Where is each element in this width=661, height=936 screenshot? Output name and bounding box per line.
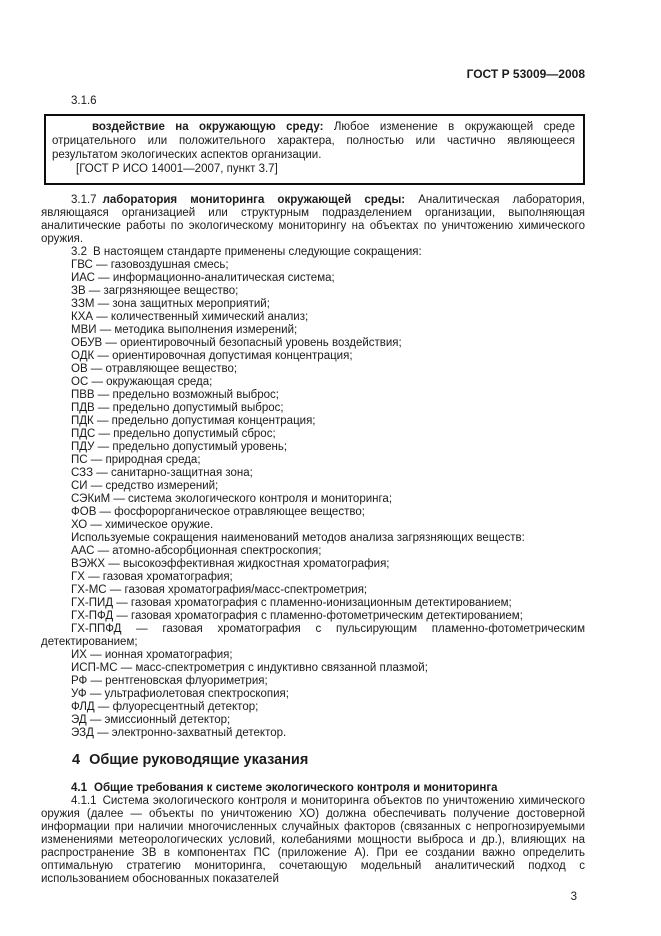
abbreviation-item: ГВС — газовоздушная смесь; xyxy=(71,259,229,271)
abbreviation-item: ПДУ — предельно допустимый уровень; xyxy=(71,441,288,453)
page-number: 3 xyxy=(570,891,577,903)
clause-4-1-1-number: 4.1.1 xyxy=(71,795,97,807)
abbreviation-item: ОВ — отравляющее вещество; xyxy=(71,363,238,375)
abbreviation-item: МВИ — методика выполнения измерений; xyxy=(71,324,298,336)
abbreviation-item: ГХ-ПФД — газовая хроматография с пламенно-фотометрическим детектированием; xyxy=(71,610,523,622)
abbreviation-item: ИСП-МС — масс-спектрометрия с индуктивно связанной плазмой; xyxy=(71,662,428,674)
definition-paragraph xyxy=(52,120,575,162)
abbreviation-item: ГХ — газовая хроматография; xyxy=(71,571,233,583)
abbreviation-item: ФЛД — флуоресцентный детектор; xyxy=(71,701,259,713)
clause-3-2-number: 3.2 xyxy=(71,246,87,258)
clause-3-1-6-number: 3.1.6 xyxy=(71,95,97,107)
clause-4-1-1-text: Система экологического контроля и мониторинга объектов по уничтожению химического оружия (далее — объекты по уничтожению ХО) должна обеспечивать получение достоверной информации при наличии многочисленных случайных факторов (связанных с непрогнозируемыми изменениями метеорологических условий, колебаниями мощности выброса и др.), влияющих на распространение ЗВ в компонентах ПС (приложение А). При ее создании важно определить оптимальную стратегию мониторинга, сочетающую модельный аналитический подход с использованием обоснованных показателей xyxy=(41,795,585,885)
section-4-1-title: Общие требования к системе экологического контроля и мониторинга xyxy=(94,782,498,794)
section-4-number: 4 xyxy=(72,752,81,768)
abbreviation-item: ЭД — эмиссионный детектор; xyxy=(71,714,231,726)
definition-text: Любое изменение в окружающей среде отрицательного или положительного характера, полностью или частично являющееся результатом экологических аспектов организации. xyxy=(52,121,575,161)
abbreviation-item: СЭКиМ — система экологического контроля и мониторинга; xyxy=(71,493,393,505)
abbreviation-item: ГХ-МС — газовая хроматография/масс-спектрометрия; xyxy=(71,584,368,596)
abbreviation-item: УФ — ультрафиолетовая спектроскопия; xyxy=(71,688,289,700)
abbreviation-item: ВЭЖХ — высокоэффективная жидкостная хроматография; xyxy=(71,558,390,570)
abbreviation-item: ПДС — предельно допустимый сброс; xyxy=(71,428,276,440)
abbreviation-item: СЗЗ — санитарно-защитная зона; xyxy=(71,467,253,479)
abbreviation-item: ААС — атомно-абсорбционная спектроскопия; xyxy=(71,545,322,557)
abbreviation-item: ИАС — информационно-аналитическая система; xyxy=(71,272,335,284)
abbreviation-item: ЗВ — загрязняющее вещество; xyxy=(71,285,239,297)
section-4-heading xyxy=(41,752,585,769)
abbreviation-item: ХО — химическое оружие. xyxy=(71,519,214,531)
abbreviation-item: ЗЗМ — зона защитных мероприятий; xyxy=(71,298,270,310)
section-4-1-heading xyxy=(41,782,585,795)
standard-code: ГОСТ Р 53009—2008 xyxy=(466,67,585,81)
abbreviation-item: ОС — окружающая среда; xyxy=(71,376,213,388)
clause-3-2-text: В настоящем стандарте применены следующие сокращения: xyxy=(93,246,422,258)
abbreviation-item: ПДК — предельно допустимая концентрация; xyxy=(71,415,316,427)
abbreviation-item: ПДВ — предельно допустимый выброс; xyxy=(71,402,284,414)
page-header xyxy=(41,67,585,81)
abbreviation-item: ФОВ — фосфорорганическое отравляющее вещество; xyxy=(71,506,365,518)
abbreviation-item: РФ — рентгеновская флуориметрия; xyxy=(71,675,268,687)
abbreviation-item: КХА — количественный химический анализ; xyxy=(71,311,309,323)
abbreviation-item: ГХ-ПИД — газовая хроматография с пламенно-ионизационным детектированием; xyxy=(71,597,512,609)
abbreviation-item: СИ — средство измерений; xyxy=(71,480,219,492)
clause-4-1-1 xyxy=(41,795,585,886)
clause-3-1-7 xyxy=(41,194,585,246)
section-4-1-number: 4.1 xyxy=(71,782,87,794)
abbreviation-item: ПС — природная среда; xyxy=(71,454,201,466)
clause-3-1-7-text: Аналитическая лаборатория, являющаяся организацией или структурным подразделением организации, выполняющая аналитические работы по экологическому мониторингу на объектах по уничтожению химического оружия. xyxy=(41,194,586,245)
abbreviation-item: ОДК — ориентировочная допустимая концентрация; xyxy=(71,350,353,362)
definition-source: [ГОСТ Р ИСО 14001—2007, пункт 3.7] xyxy=(76,163,278,175)
abbreviation-item: ГХ-ППФД — газовая хроматография с пульсирующим пламенно-фотометрическим детектированием; xyxy=(41,623,585,648)
clause-3-1-7-term: лаборатория мониторинга окружающей среды: xyxy=(102,194,406,206)
abbreviation-item: ОБУВ — ориентировочный безопасный уровень воздействия; xyxy=(71,337,402,349)
abbreviation-list xyxy=(41,259,585,532)
abbreviation-item: ПВВ — предельно возможный выброс; xyxy=(71,389,279,401)
method-abbreviation-list xyxy=(41,545,585,740)
methods-intro: Используемые сокращения наименований методов анализа загрязняющих веществ: xyxy=(71,532,525,544)
definition-term: воздействие на окружающую среду: xyxy=(92,121,324,133)
clause-3-2 xyxy=(41,246,585,259)
abbreviation-item: ЭЗД — электронно-захватный детектор. xyxy=(71,727,287,739)
section-4-title: Общие руководящие указания xyxy=(89,752,309,768)
abbreviation-item: ИХ — ионная хроматография; xyxy=(71,649,233,661)
definition-box xyxy=(44,114,585,185)
clause-3-1-7-number: 3.1.7 xyxy=(71,194,97,206)
